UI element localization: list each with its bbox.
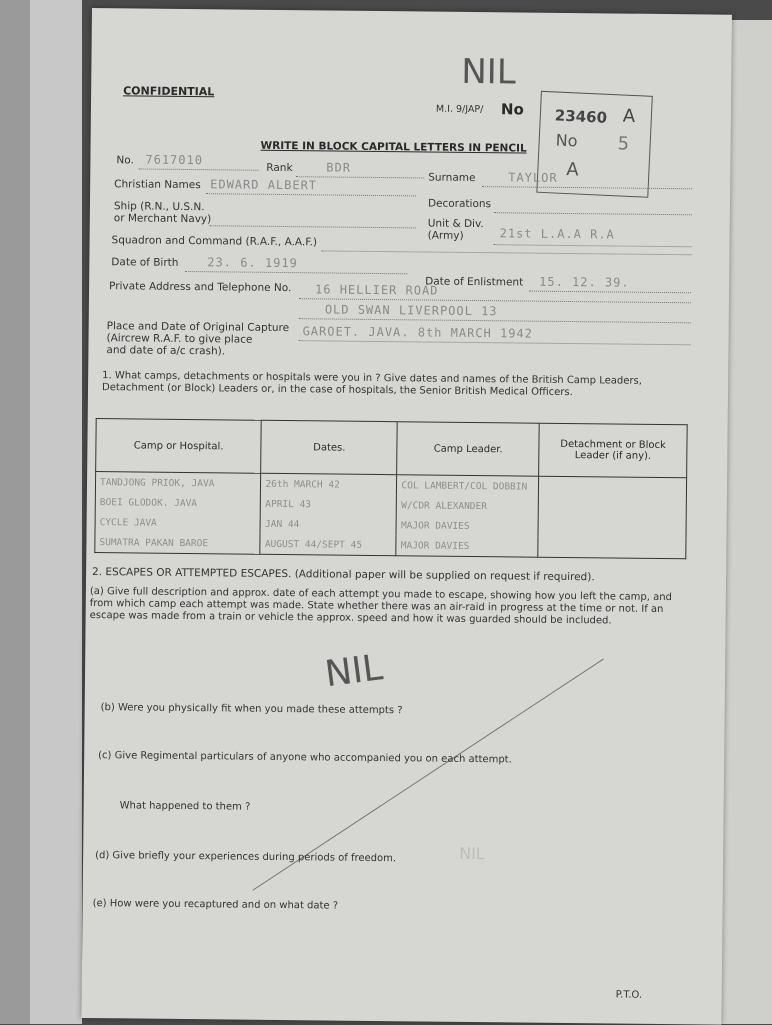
question-1-text: 1. What camps, detachments or hospitals were you in ? Give dates and names of the British Camp Leaders, Detachment (or Block) Leaders or, in the case of hospitals, the Senior British Medical Officers. bbox=[101, 370, 642, 399]
ref-label: M.I. 9/JAP/ bbox=[435, 103, 484, 116]
decorations-line[interactable] bbox=[494, 212, 692, 215]
dob-label: Date of Birth bbox=[111, 256, 179, 269]
rank-field-value[interactable]: BDR bbox=[326, 160, 352, 175]
question-2d-text: (d) Give briefly your experiences during periods of freedom. bbox=[95, 850, 397, 865]
enlistment-label: Date of Enlistment bbox=[425, 275, 524, 289]
table-cell[interactable]: BOEI GLODOK. JAVA bbox=[95, 492, 261, 514]
col-detachment-leader: Detachment or Block Leader (if any). bbox=[539, 423, 687, 478]
surname-field-label: Surname bbox=[428, 171, 476, 185]
table-cell[interactable]: COL LAMBERT/COL DOBBIN bbox=[397, 475, 539, 497]
ship-label-2: or Merchant Navy) bbox=[113, 212, 212, 226]
form-title: WRITE IN BLOCK CAPITAL LETTERS IN PENCIL bbox=[260, 139, 527, 155]
capture-label-1: Place and Date of Original Capture bbox=[106, 320, 290, 335]
no-field-value[interactable]: 7617010 bbox=[145, 152, 204, 168]
table-cell[interactable]: SUMATRA PAKAN BAROE bbox=[95, 532, 261, 554]
question-2b-text: (b) Were you physically fit when you made these attempts ? bbox=[100, 702, 403, 717]
stamp-number: 23460 bbox=[554, 106, 608, 127]
capture-label-2: (Aircrew R.A.F. to give place bbox=[106, 332, 253, 346]
table-cell[interactable] bbox=[538, 537, 686, 559]
question-2c-followup: What happened to them ? bbox=[119, 800, 251, 813]
col-dates: Dates. bbox=[261, 420, 397, 474]
table-cell[interactable] bbox=[538, 497, 686, 519]
table-cell[interactable]: TANDJONG PRIOK, JAVA bbox=[95, 472, 261, 494]
table-cell[interactable] bbox=[538, 517, 686, 539]
table-cell[interactable] bbox=[539, 476, 687, 498]
enlistment-value[interactable]: 15. 12. 39. bbox=[539, 274, 630, 290]
dob-value[interactable]: 23. 6. 1919 bbox=[207, 255, 298, 271]
capture-value[interactable]: GAROET. JAVA. 8th MARCH 1942 bbox=[302, 324, 533, 341]
question-2c-text: (c) Give Regimental particulars of anyone who accompanied you on each attempt. bbox=[98, 750, 512, 766]
surname-field-value[interactable]: TAYLOR bbox=[508, 170, 558, 185]
stamp-num2: 5 bbox=[617, 133, 630, 155]
no-label: No bbox=[500, 100, 524, 119]
no-field-label: No. bbox=[116, 154, 134, 167]
table-cell[interactable]: CYCLE JAVA bbox=[95, 512, 261, 534]
stamp-a2: A bbox=[565, 159, 580, 181]
question-2a-text: (a) Give full description and approx. date of each attempt you made to escape, showing how you left the camp, and from which camp each attempt was made. State whether there was an air-raid in progress at the time or not. If an escape was made from a train or vehicle the approx. speed and how it was guarded should be included. bbox=[89, 586, 672, 627]
col-camp-or-hospital: Camp or Hospital. bbox=[96, 419, 262, 474]
form-sheet bbox=[81, 8, 732, 1025]
address-line-2[interactable]: OLD SWAN LIVERPOOL 13 bbox=[324, 302, 498, 319]
christian-names-value[interactable]: EDWARD ALBERT bbox=[210, 177, 318, 193]
table-cell[interactable]: JAN 44 bbox=[260, 514, 396, 535]
address-line-1[interactable]: 16 HELLIER ROAD bbox=[314, 282, 439, 298]
ship-label-1: Ship (R.N., U.S.N. bbox=[113, 200, 205, 214]
camps-table-header bbox=[96, 419, 688, 478]
table-cell[interactable]: W/CDR ALEXANDER bbox=[397, 495, 539, 516]
unit-label-1: Unit & Div. bbox=[427, 217, 484, 231]
question-2-title: 2. ESCAPES OR ATTEMPTED ESCAPES. (Additional paper will be supplied on request if required). bbox=[92, 566, 595, 584]
decorations-label: Decorations bbox=[427, 197, 492, 211]
christian-names-label: Christian Names bbox=[114, 178, 201, 192]
table-cell[interactable]: 26th MARCH 42 bbox=[261, 473, 397, 495]
question-2e-text: (e) How were you recaptured and on what date ? bbox=[92, 898, 339, 912]
squadron-label: Squadron and Command (R.A.F., A.A.F.) bbox=[111, 234, 318, 249]
nil-note-faint: NIL bbox=[459, 843, 485, 864]
nil-note-top: NIL bbox=[461, 51, 516, 93]
confidential-heading: CONFIDENTIAL bbox=[123, 84, 215, 99]
table-cell[interactable]: APRIL 43 bbox=[261, 494, 397, 515]
unit-label-2: (Army) bbox=[427, 229, 464, 242]
rank-field-label: Rank bbox=[266, 161, 293, 175]
table-cell[interactable]: MAJOR DAVIES bbox=[396, 515, 538, 536]
table-cell[interactable]: MAJOR DAVIES bbox=[396, 535, 538, 557]
col-camp-leader: Camp Leader. bbox=[397, 422, 539, 476]
capture-label-3: and date of a/c crash). bbox=[106, 344, 226, 358]
unit-value[interactable]: 21st L.A.A R.A bbox=[499, 226, 615, 242]
ship-line[interactable] bbox=[210, 225, 416, 228]
stamp-a: A bbox=[622, 105, 636, 128]
stamp-no-label: No bbox=[555, 130, 578, 151]
table-cell[interactable]: AUGUST 44/SEPT 45 bbox=[260, 534, 396, 556]
address-label: Private Address and Telephone No. bbox=[109, 280, 292, 295]
pto-label: P.T.O. bbox=[615, 989, 643, 1001]
squadron-line[interactable] bbox=[321, 250, 691, 255]
nil-note-escapes: NIL bbox=[322, 647, 386, 696]
camps-table bbox=[94, 418, 687, 559]
paper-stack-left bbox=[30, 0, 82, 1024]
